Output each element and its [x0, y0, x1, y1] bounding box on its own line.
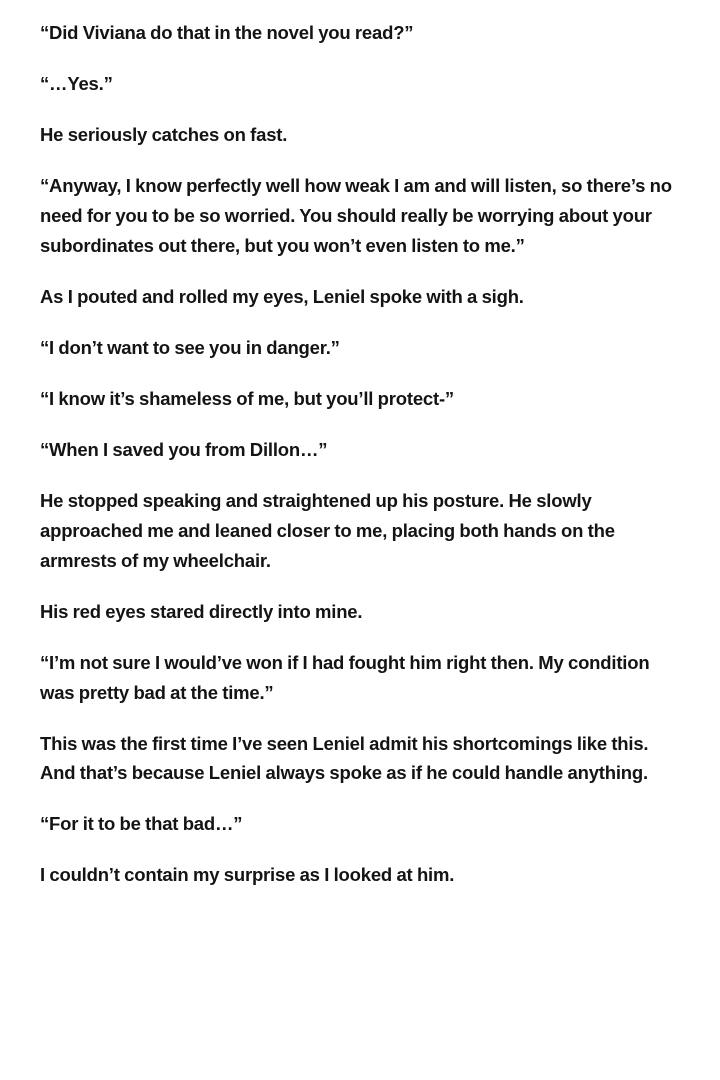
paragraph: “I know it’s shameless of me, but you’ll protect-”	[40, 387, 454, 409]
paragraph: “Anyway, I know perfectly well how weak I am and will listen, so there’s no need for you to be so worried. You should really be worrying about your subordinates out there, but you won’t even listen to me.”	[40, 174, 672, 256]
paragraph: I couldn’t contain my surprise as I looked at him.	[40, 864, 455, 886]
paragraph: As I pouted and rolled my eyes, Leniel spoke with a sigh.	[40, 285, 524, 307]
paragraph: His red eyes stared directly into mine.	[40, 600, 363, 622]
paragraph: This was the first time I’ve seen Leniel admit his shortcomings like this. And that’s because Leniel always spoke as if he could handle anything.	[40, 732, 649, 784]
paragraph: “I’m not sure I would’ve won if I had fought him right then. My condition was pretty bad at the time.”	[40, 651, 650, 703]
paragraph: “Did Viviana do that in the novel you read?”	[40, 22, 414, 43]
paragraph: “For it to be that bad…”	[40, 813, 243, 835]
paragraph: He stopped speaking and straightened up his posture. He slowly approached me and leaned closer to me, placing both hands on the armrests of my wheelchair.	[40, 489, 615, 571]
paragraph: “I don’t want to see you in danger.”	[40, 336, 340, 358]
paragraph: “When I saved you from Dillon…”	[40, 438, 328, 460]
paragraph: “…Yes.”	[40, 72, 113, 94]
paragraph: He seriously catches on fast.	[40, 123, 288, 145]
